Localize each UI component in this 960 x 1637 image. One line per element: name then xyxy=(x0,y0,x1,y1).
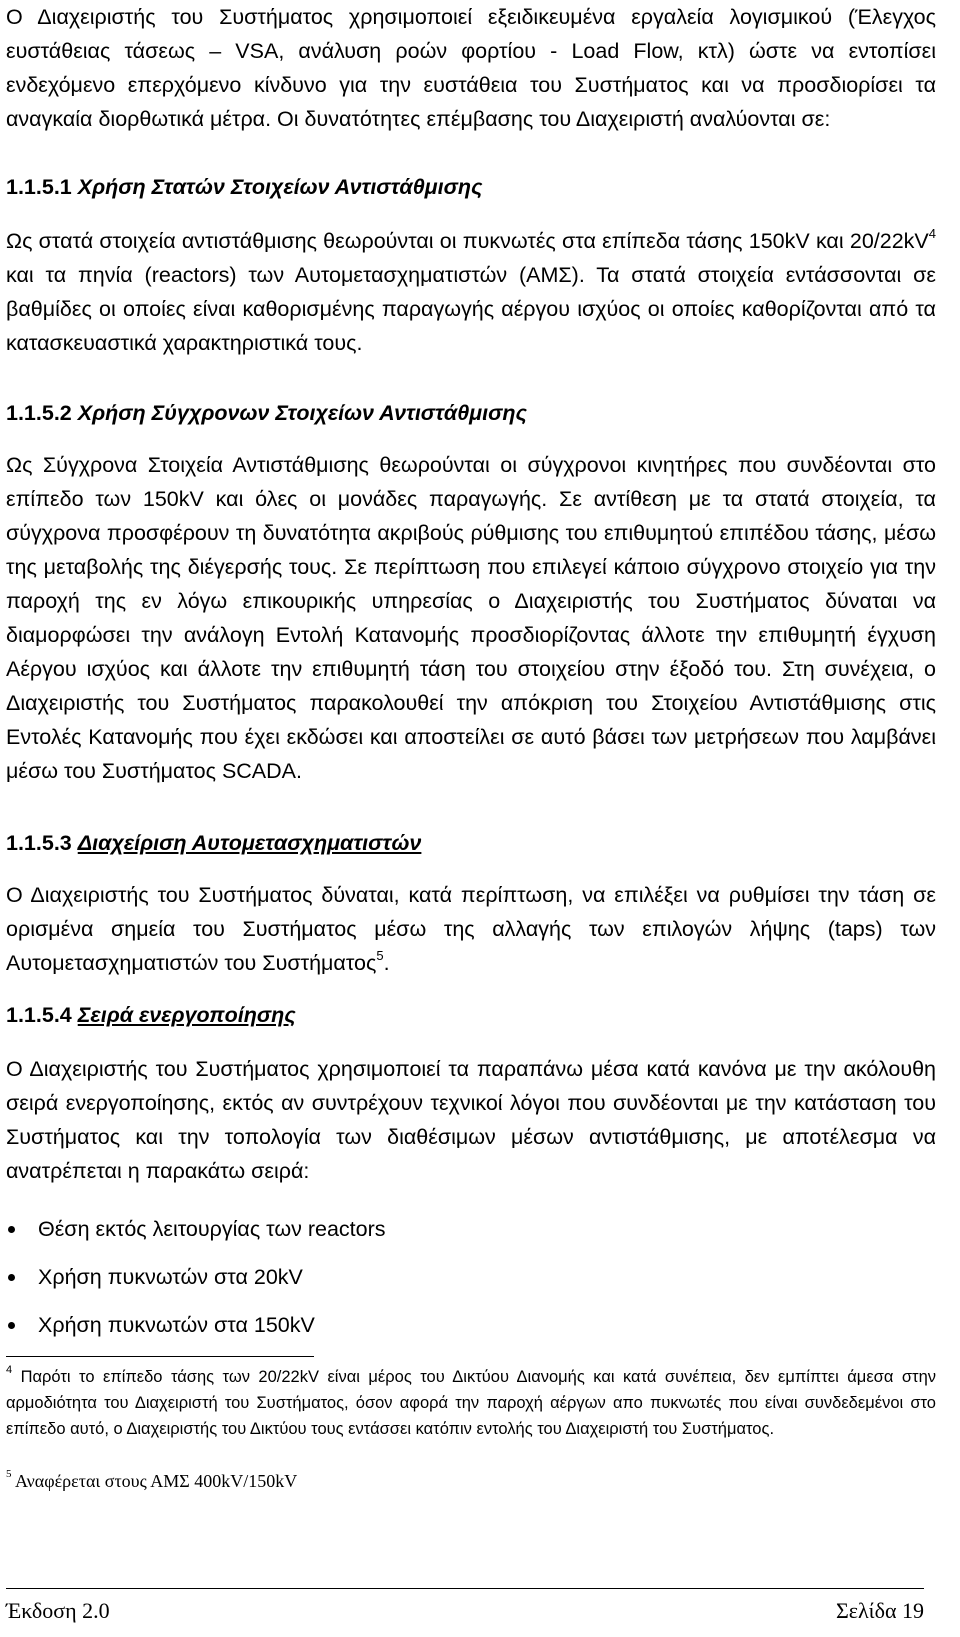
section-number: 1.1.5.1 xyxy=(6,175,72,199)
body-text: . xyxy=(383,951,390,975)
bullet-icon xyxy=(8,1322,15,1329)
section-number: 1.1.5.3 xyxy=(6,831,72,855)
section-title: Διαχείριση Αυτομετασχηματιστών xyxy=(77,831,422,855)
footer-separator xyxy=(6,1588,924,1589)
section-body-1-1-5-2: Ως Σύγχρονα Στοιχεία Αντιστάθμισης θεωρούνται οι σύγχρονοι κινητήρες που συνδέονται στο επίπεδο των 150kV και όλες οι μονάδες παραγωγής. Σε αντίθεση με τα στατά στοιχεία, τα σύγχρονα προσφέρουν τη δυνατότητα ακριβούς ρύθμισης του επιθυμητού επιπέδου τάσης, μέσω της μεταβολής της διέγερσής τους. Σε περίπτωση που επιλεγεί κάποιο σύγχρονο στοιχείο για την παροχή της εν λόγω επικουρικής υπηρεσίας ο Διαχειριστής του Συστήματος δύναται να διαμορφώσει την ανάλογη Εντολή Κατανομής προσδιορίζοντας άλλοτε την επιθυμητή έγχυση Αέργου ισχύος και άλλοτε την επιθυμητή τάση του στοιχείου στην έξοδό του. Στη συνέχεια, ο Διαχειριστής του Συστήματος παρακολουθεί την απόκριση του Στοιχείου Αντιστάθμισης στις Εντολές Κατανομής που έχει εκδώσει και αποστείλει σε αυτό βάσει των μετρήσεων που λαμβάνει μέσω του Συστήματος SCADA. xyxy=(6,453,936,783)
section-number: 1.1.5.4 xyxy=(6,1003,72,1027)
section-title: Χρήση Στατών Στοιχείων Αντιστάθμισης xyxy=(77,175,483,199)
bullet-icon xyxy=(8,1274,15,1281)
page-number: Σελίδα 19 xyxy=(835,1598,924,1623)
footnote-text: Παρότι το επίπεδο τάσης των 20/22kV είναι μέρος του Δικτύου Διανομής και κατά συνέπεια, δεν εμπίπτει άμεσα στην αρμοδιότητα του Διαχειριστή του Συστήματος, όσον αφορά την παροχή αέργων απο πυκνωτές που είναι συνδεδεμένοι στο επίπεδο αυτό, ο Διαχειριστής του Δικτύου τους εντάσσει κατόπιν εντολής του Διαχειριστή του Συστήματος. xyxy=(6,1368,936,1438)
section-title: Χρήση Σύγχρονων Στοιχείων Αντιστάθμισης xyxy=(77,401,527,425)
body-text: Ο Διαχειριστής του Συστήματος δύναται, κατά περίπτωση, να επιλέξει να ρυθμίσει την τάση σε ορισμένα σημεία του Συστήματος μέσω της αλλαγής των επιλογών λήψης (taps) των Αυτομετασχηματιστών του Συστήματος xyxy=(6,883,936,975)
intro-paragraph: Ο Διαχειριστής του Συστήματος χρησιμοποιεί εξειδικευμένα εργαλεία λογισμικού (Έλεγχος ευστάθειας τάσεως – VSA, ανάλυση ροών φορτίου - Load Flow, κτλ) ώστε να εντοπίσει ενδεχόμενο επερχόμενο κίνδυνο για την ευστάθεια του Συστήματος και να προσδιορίσει τα αναγκαία διορθωτικά μέτρα. Οι δυνατότητες επέμβασης του Διαχειριστή αναλύονται σε: xyxy=(6,5,936,131)
footnote-mark: 5 xyxy=(6,1468,12,1480)
footnote-ref-5: 5 xyxy=(376,947,384,963)
list-item xyxy=(0,1212,930,1260)
footnote-text: Αναφέρεται στους ΑΜΣ 400kV/150kV xyxy=(11,1471,298,1491)
section-body-1-1-5-1 xyxy=(6,224,936,360)
section-body-1-1-5-4: Ο Διαχειριστής του Συστήματος χρησιμοποιεί τα παραπάνω μέσα κατά κανόνα με την ακόλουθη σειρά ενεργοποίησης, εκτός αν συντρέχουν τεχνικοί λόγοι που συνδέονται με την κατάσταση του Συστήματος και την τοπολογία των διαθέσιμων μέσων αντιστάθμισης, με αποτέλεσμα να ανατρέπεται η παρακάτω σειρά: xyxy=(6,1057,936,1183)
section-heading-1-1-5-4 xyxy=(6,1000,296,1030)
bullet-icon xyxy=(8,1226,15,1233)
footnote-ref-4: 4 xyxy=(928,225,936,241)
edition-label: Έκδοση 2.0 xyxy=(6,1598,110,1623)
body-text: και τα πηνία (reactors) των Αυτομετασχηματιστών (ΑΜΣ). Τα στατά στοιχεία εντάσσονται σε βαθμίδες οι οποίες είναι καθορισμένης παραγωγής αέργου ισχύος οι οποίες καθορίζονται από τα κατασκευαστικά χαρακτηριστικά τους. xyxy=(6,263,936,355)
list-item xyxy=(0,1260,930,1308)
list-item xyxy=(0,1308,930,1356)
activation-order-list xyxy=(0,1212,930,1356)
section-heading-1-1-5-2 xyxy=(6,398,527,428)
section-heading-1-1-5-1 xyxy=(6,172,482,202)
footnote-mark: 4 xyxy=(6,1363,13,1376)
list-item-text: Χρήση πυκνωτών στα 150kV xyxy=(38,1313,315,1337)
section-title: Σειρά ενεργοποίησης xyxy=(77,1003,296,1027)
footnote-5 xyxy=(6,1468,936,1494)
footnote-separator xyxy=(6,1356,314,1357)
section-heading-1-1-5-3 xyxy=(6,828,421,858)
section-number: 1.1.5.2 xyxy=(6,401,72,425)
footnote-4 xyxy=(6,1364,936,1442)
list-item-text: Θέση εκτός λειτουργίας των reactors xyxy=(38,1217,386,1241)
body-text: Ως στατά στοιχεία αντιστάθμισης θεωρούνται οι πυκνωτές στα επίπεδα τάσης 150kV και 20/22kV xyxy=(6,229,929,253)
list-item-text: Χρήση πυκνωτών στα 20kV xyxy=(38,1265,303,1289)
section-body-1-1-5-3 xyxy=(6,878,936,980)
